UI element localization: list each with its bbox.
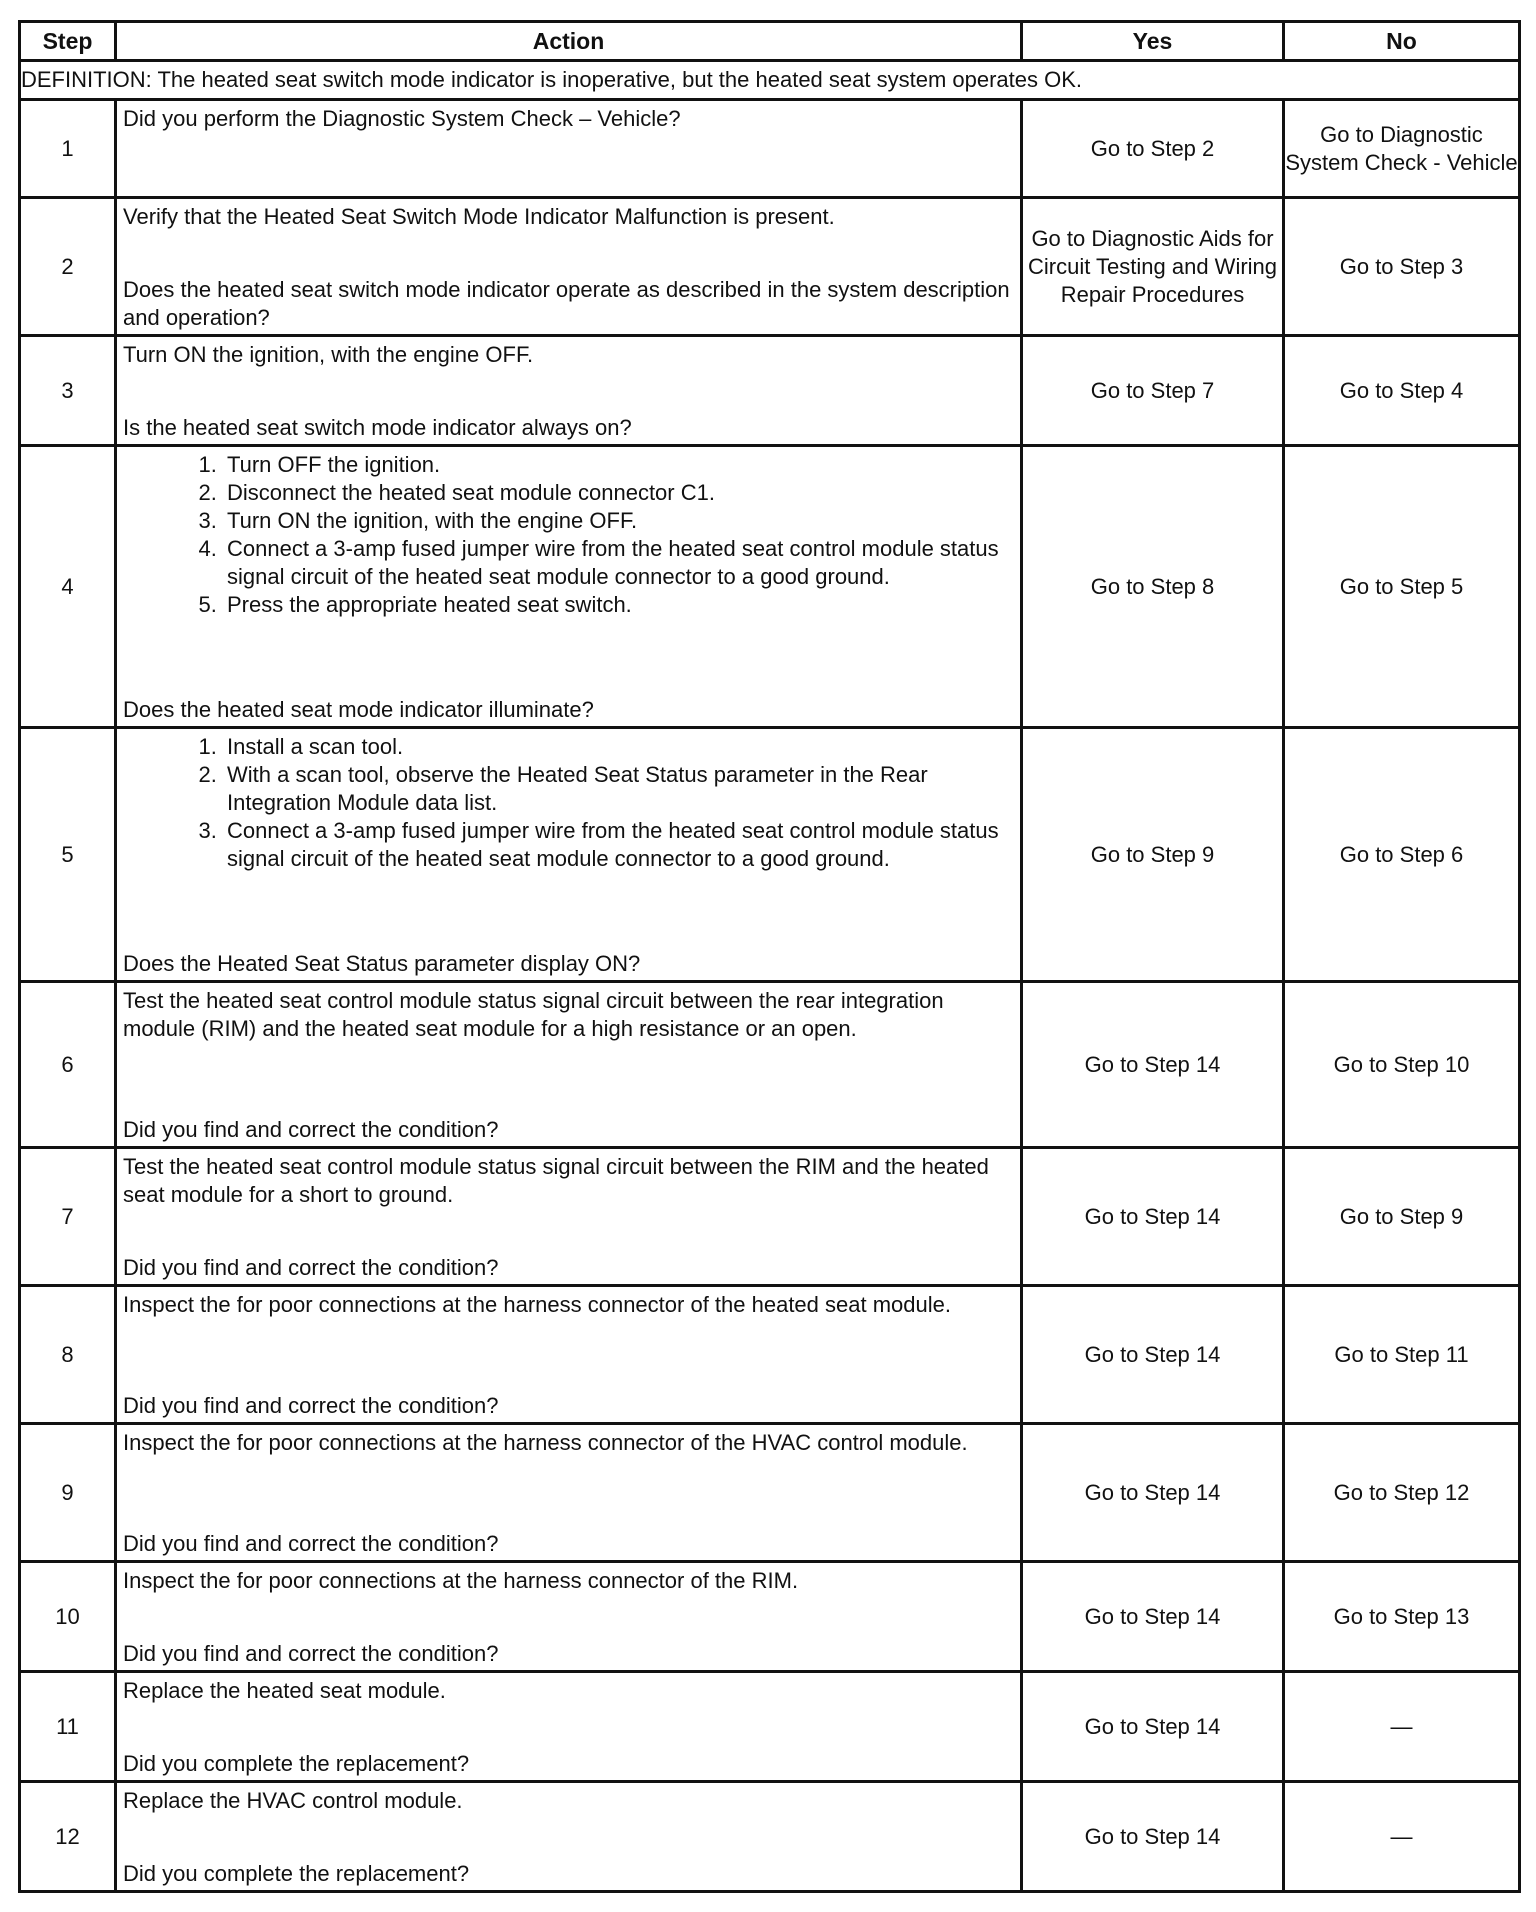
instruction-text: Replace the HVAC control module. xyxy=(123,1788,463,1813)
step-number: 3 xyxy=(20,336,116,446)
no-cell: Go to Step 11 xyxy=(1284,1286,1520,1424)
diagnostic-table xyxy=(18,20,1521,1893)
definition-text: DEFINITION: The heated seat switch mode indicator is inoperative, but the heated seat system operates OK. xyxy=(20,61,1520,100)
question-text: Did you find and correct the condition? xyxy=(123,1255,499,1280)
action-cell xyxy=(116,1782,1022,1892)
action-cell xyxy=(116,446,1022,728)
question-text: Is the heated seat switch mode indicator always on? xyxy=(123,415,632,440)
table-row xyxy=(20,1562,1520,1672)
yes-cell: Go to Step 14 xyxy=(1022,1782,1284,1892)
step-number: 12 xyxy=(20,1782,116,1892)
list-item: 2. Disconnect the heated seat module connector C1. xyxy=(223,479,1014,507)
header-no: No xyxy=(1284,22,1520,61)
step-number: 10 xyxy=(20,1562,116,1672)
step-number: 8 xyxy=(20,1286,116,1424)
list-item: 2. With a scan tool, observe the Heated Seat Status parameter in the Rear Integration Module data list. xyxy=(223,761,1014,817)
action-cell xyxy=(116,1672,1022,1782)
step-number: 7 xyxy=(20,1148,116,1286)
list-item: 3. Connect a 3-amp fused jumper wire from the heated seat control module status signal circuit of the heated seat module connector to a good ground. xyxy=(223,817,1014,873)
yes-cell: Go to Step 14 xyxy=(1022,1286,1284,1424)
no-cell: Go to Step 10 xyxy=(1284,982,1520,1148)
list-item: 1. Install a scan tool. xyxy=(223,733,1014,761)
list-item: 3. Turn ON the ignition, with the engine OFF. xyxy=(223,507,1014,535)
question-text: Does the heated seat switch mode indicator operate as described in the system description and operation? xyxy=(123,277,1010,330)
instruction-text: Test the heated seat control module status signal circuit between the rear integration module (RIM) and the heated seat module for a high resistance or an open. xyxy=(123,988,944,1041)
step-number: 11 xyxy=(20,1672,116,1782)
question-text: Did you complete the replacement? xyxy=(123,1751,470,1776)
no-cell: Go to Step 6 xyxy=(1284,728,1520,982)
yes-cell: Go to Step 14 xyxy=(1022,1672,1284,1782)
no-cell: Go to Step 9 xyxy=(1284,1148,1520,1286)
no-cell: Go to Diagnostic System Check - Vehicle xyxy=(1284,100,1520,198)
table-row xyxy=(20,728,1520,982)
step-number: 9 xyxy=(20,1424,116,1562)
no-cell: Go to Step 13 xyxy=(1284,1562,1520,1672)
yes-cell: Go to Step 14 xyxy=(1022,1148,1284,1286)
yes-cell: Go to Step 2 xyxy=(1022,100,1284,198)
header-yes: Yes xyxy=(1022,22,1284,61)
instruction-text: Verify that the Heated Seat Switch Mode Indicator Malfunction is present. xyxy=(123,204,835,229)
action-cell xyxy=(116,100,1022,198)
action-cell xyxy=(116,198,1022,336)
question-text: Does the Heated Seat Status parameter display ON? xyxy=(123,951,641,976)
no-cell: Go to Step 12 xyxy=(1284,1424,1520,1562)
yes-cell: Go to Step 9 xyxy=(1022,728,1284,982)
step-number: 1 xyxy=(20,100,116,198)
question-text: Did you find and correct the condition? xyxy=(123,1531,499,1556)
instruction-text: Inspect the for poor connections at the harness connector of the heated seat module. xyxy=(123,1292,951,1317)
header-step: Step xyxy=(20,22,116,61)
table-row xyxy=(20,198,1520,336)
table-row xyxy=(20,1148,1520,1286)
header-row xyxy=(20,22,1520,61)
action-cell xyxy=(116,728,1022,982)
yes-cell: Go to Diagnostic Aids for Circuit Testing and Wiring Repair Procedures xyxy=(1022,198,1284,336)
action-cell xyxy=(116,1562,1022,1672)
table-row xyxy=(20,982,1520,1148)
action-cell xyxy=(116,336,1022,446)
yes-cell: Go to Step 8 xyxy=(1022,446,1284,728)
no-cell: Go to Step 3 xyxy=(1284,198,1520,336)
instruction-list xyxy=(123,733,1014,873)
header-action: Action xyxy=(116,22,1022,61)
instruction-text: Inspect the for poor connections at the harness connector of the RIM. xyxy=(123,1568,799,1593)
table-row xyxy=(20,100,1520,198)
yes-cell: Go to Step 14 xyxy=(1022,1562,1284,1672)
list-item: 4. Connect a 3-amp fused jumper wire from the heated seat control module status signal circuit of the heated seat module connector to a good ground. xyxy=(223,535,1014,591)
yes-cell: Go to Step 14 xyxy=(1022,1424,1284,1562)
instruction-text: Replace the heated seat module. xyxy=(123,1678,446,1703)
no-cell: — xyxy=(1284,1672,1520,1782)
question-text: Does the heated seat mode indicator illuminate? xyxy=(123,697,594,722)
question-text: Did you complete the replacement? xyxy=(123,1861,470,1886)
question-text: Did you find and correct the condition? xyxy=(123,1641,499,1666)
action-cell xyxy=(116,982,1022,1148)
action-cell xyxy=(116,1286,1022,1424)
step-number: 2 xyxy=(20,198,116,336)
table-row xyxy=(20,1672,1520,1782)
action-cell xyxy=(116,1148,1022,1286)
table-row xyxy=(20,446,1520,728)
no-cell: Go to Step 5 xyxy=(1284,446,1520,728)
action-cell xyxy=(116,1424,1022,1562)
definition-row xyxy=(20,61,1520,100)
yes-cell: Go to Step 14 xyxy=(1022,982,1284,1148)
instruction-text: Did you perform the Diagnostic System Check – Vehicle? xyxy=(123,106,681,131)
step-number: 4 xyxy=(20,446,116,728)
instruction-text: Test the heated seat control module status signal circuit between the RIM and the heated seat module for a short to ground. xyxy=(123,1154,989,1207)
table-row xyxy=(20,1286,1520,1424)
yes-cell: Go to Step 7 xyxy=(1022,336,1284,446)
instruction-text: Inspect the for poor connections at the harness connector of the HVAC control module. xyxy=(123,1430,968,1455)
list-item: 1. Turn OFF the ignition. xyxy=(223,451,1014,479)
instruction-text: Turn ON the ignition, with the engine OFF. xyxy=(123,342,534,367)
instruction-list xyxy=(123,451,1014,619)
no-cell: — xyxy=(1284,1782,1520,1892)
table-row xyxy=(20,336,1520,446)
list-item: 5. Press the appropriate heated seat switch. xyxy=(223,591,1014,619)
table-row xyxy=(20,1782,1520,1892)
no-cell: Go to Step 4 xyxy=(1284,336,1520,446)
question-text: Did you find and correct the condition? xyxy=(123,1117,499,1142)
question-text: Did you find and correct the condition? xyxy=(123,1393,499,1418)
step-number: 6 xyxy=(20,982,116,1148)
table-row xyxy=(20,1424,1520,1562)
step-number: 5 xyxy=(20,728,116,982)
